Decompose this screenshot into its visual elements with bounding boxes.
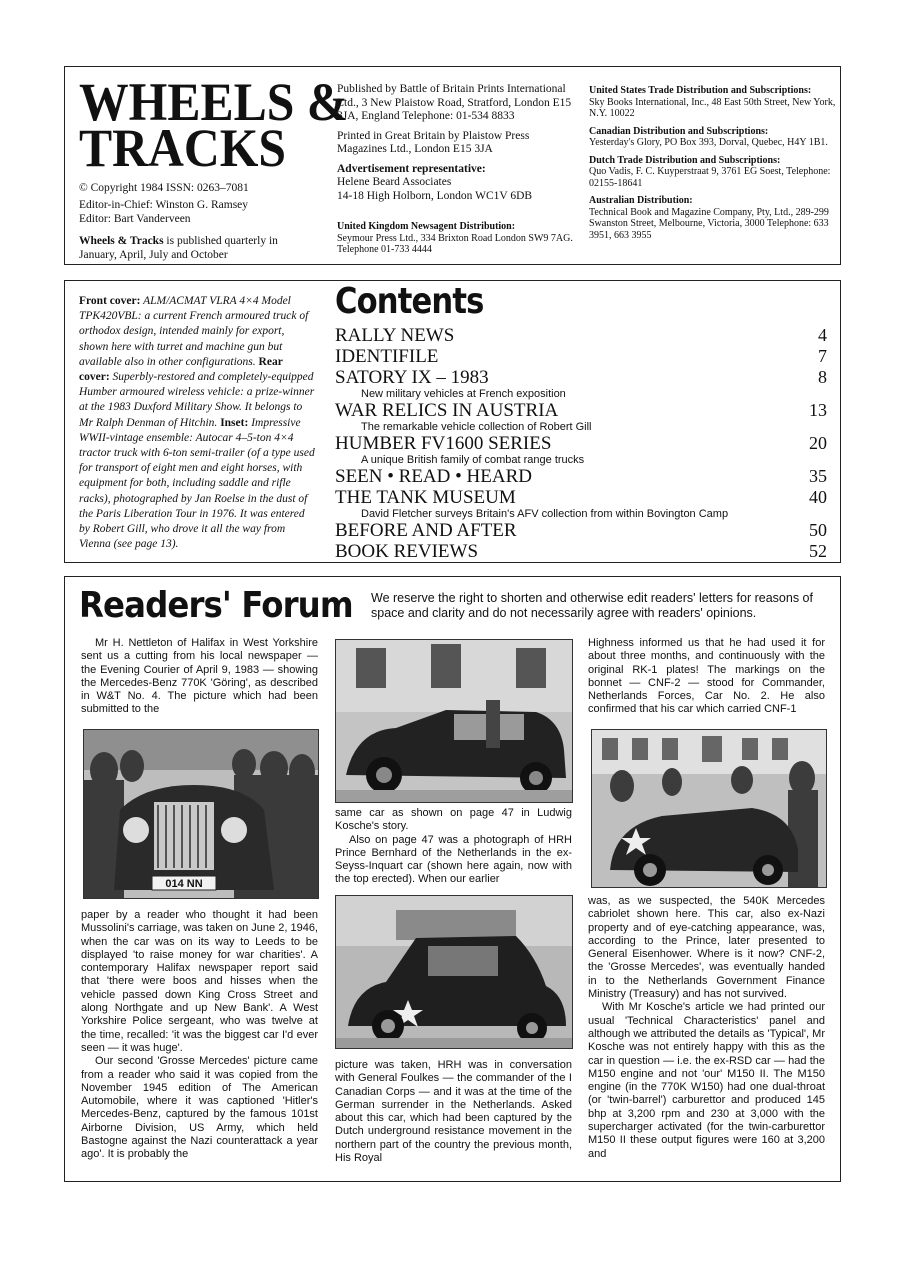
contents-item-subtitle: The remarkable vehicle collection of Robert Gill <box>361 421 592 433</box>
publisher-info <box>337 83 577 262</box>
forum-paragraph: paper by a reader who thought it had been Mussolini's carriage, was taken on June 2, 1946, when the car was on its way to Leeds to be displayed 'to raise money for war charities'. A contemporary Halifax newspaper report said that 'there were boos and hisses when the vehicle passed down King Cross Street and along Northgate and up New Bank'. A West Yorkshire Police sergeant, who was twelve at the time, recalled: 'it was the biggest car I'd ever seen — it was huge'. <box>81 909 318 1054</box>
contents-item-subtitle: David Fletcher surveys Britain's AFV collection from within Bovington Camp <box>361 508 729 520</box>
forum-column-2-bottom <box>335 1059 572 1165</box>
contents-item-page: 40 <box>809 487 827 507</box>
licence-plate: 014 NN <box>165 878 203 890</box>
us-distribution <box>589 85 837 120</box>
contents-item <box>335 433 827 466</box>
us-heading: United States Trade Distribution and Subscriptions: <box>589 85 812 96</box>
forum-paragraph: same car as shown on page 47 in Ludwig Kosche's story. <box>335 807 572 833</box>
masthead <box>64 66 841 265</box>
forum-paragraph: was, as we suspected, the 540K Mercedes cabriolet shown here. This car, also ex-Nazi property and of eye-catching appearance, was, according to the Prince, later presented to General Eisenhower. Where is it now? CNF-2, the 'Grosse Mercedes', was eventually handed in to the Netherlands Government Finance Ministry (Treasury) and has not survived. <box>588 895 825 1001</box>
forum-column-3-bottom <box>588 895 825 1161</box>
nl-text: Quo Vadis, F. C. Kuyperstraat 9, 3761 EG Soest, Telephone: 02155-18641 <box>589 166 831 189</box>
contents-list <box>335 325 827 562</box>
photo-540k-cabriolet <box>591 729 827 888</box>
soldiers-car-illustration <box>592 730 826 887</box>
publisher: Published by Battle of Britain Prints International Ltd., 3 New Plaistow Road, Stratford, London E15 3JA, England Telephone: 01-534 8833 <box>337 83 572 122</box>
rear-cover-text: Superbly-restored and completely-equipped Humber armoured wireless vehicle: a prize-winner at the 1983 Duxford Military Show. It belongs to Mr Ralph Denman of Hitchin. <box>79 371 315 429</box>
contents-item-title: SEEN • READ • HEARD <box>335 466 532 487</box>
forum-column-3-top <box>588 637 825 717</box>
contents-panel <box>64 280 841 563</box>
contents-item <box>335 466 827 487</box>
forum-intro: We reserve the right to shorten and otherwise edit readers' letters for reasons of space and clarity and do not necessarily agree with readers' opinions. <box>371 591 813 620</box>
editor-in-chief: Editor-in-Chief: Winston G. Ramsey <box>79 199 249 211</box>
australian-distribution <box>589 195 837 241</box>
forum-column-2-top <box>335 807 572 887</box>
logo-line-2: TRACKS <box>79 118 287 178</box>
advertisement-info <box>337 163 577 204</box>
publication-schedule-text: is published quarterly in January, April, July and October <box>79 235 278 261</box>
forum-paragraph: With Mr Kosche's article we had printed our usual 'Technical Characteristics' panel and although we attributed the details as 'Typical', Mr Kosche was not entirely happy with this as the car in question — i.e. the ex-RSD car — had the M150 engine and not 'our' M150 II. The M150 engine (in the 770K W150) had one dual-throat (or 'twin-barrel') carburettor and produced 145 bhp at 3,200 rpm and 230 at 3,000 with the supercharger activated (for the twin-carburettor M150 II these output figures were 160 at 3,200 and <box>588 1001 825 1160</box>
publication-brand: Wheels & Tracks <box>79 235 164 247</box>
inset-text: Impressive WWII-vintage ensemble: Autocar 4–5-ton 4×4 tractor truck with 6-ton semi-trailer (of a type used for transport of eight men and eight horses, with equipment for both, including saddle and rifle racks), photographed by Jan Roelse in the dust of the Paris Liberation Tour in 1976. It was entered by Robert Gill, who drove it all the way from Vienna (see page 13). <box>79 416 315 551</box>
au-text: Technical Book and Magazine Company, Pty, Ltd., 289-299 Swanston Street, Melbourne, Victoria, 3000 Telephone: 633 3951, 663 3955 <box>589 206 829 241</box>
advert-line-2: 14-18 High Holborn, London WC1V 6DB <box>337 189 533 202</box>
contents-item <box>335 367 827 400</box>
readers-forum <box>64 576 841 1182</box>
forum-paragraph: Our second 'Grosse Mercedes' picture came from a reader who said it was copied from the November 1945 edition of The American Automobile, where it was captioned 'Hitler's Mercedes-Benz, captured by the famous 101st Airborne Division, US Army, which held Bastogne against the Nazi counterattack a year ago'. It is probably the <box>81 1055 318 1161</box>
contents-item-page: 8 <box>818 367 827 387</box>
photo-seyss-inquart-car <box>335 895 573 1049</box>
contents-item-page: 4 <box>818 325 827 345</box>
editorial-info <box>79 181 309 268</box>
uk-distribution <box>337 221 577 256</box>
rear-cover-label: Rear cover: <box>79 355 283 384</box>
convertible-car-illustration <box>336 896 572 1048</box>
front-cover-text: ALM/ACMAT VLRA 4×4 Model TPK420VBL: a current French armoured truck of orthodox design, intended mainly for export, shown here with turret and machine gun but available also in other configurations. <box>79 295 309 368</box>
forum-paragraph: Also on page 47 was a photograph of HRH Prince Bernhard of the Netherlands in the ex-Seyss-Inquart car (shown here again, now with the top erected). When our earlier <box>335 833 572 886</box>
contents-item-title: RALLY NEWS <box>335 325 455 346</box>
contents-item-page: 50 <box>809 520 827 540</box>
ca-heading: Canadian Distribution and Subscriptions: <box>589 125 769 137</box>
contents-item <box>335 487 827 520</box>
contents-item <box>335 541 827 562</box>
distribution-info <box>589 85 837 247</box>
contents-item <box>335 346 827 367</box>
forum-column-1-top <box>81 637 318 717</box>
ca-text: Yesterday's Glory, PO Box 393, Dorval, Quebec, H4Y 1B1. <box>589 137 828 148</box>
contents-item-page: 35 <box>809 466 827 486</box>
magazine-logo <box>79 72 349 178</box>
forum-title: Readers' Forum <box>79 585 353 626</box>
us-text: Sky Books International, Inc., 48 East 50th Street, New York, N.Y. 10022 <box>589 96 836 119</box>
contents-item-title: BEFORE AND AFTER <box>335 520 517 541</box>
copyright: © Copyright 1984 ISSN: 0263–7081 <box>79 182 249 194</box>
au-heading: Australian Distribution: <box>589 195 693 206</box>
photo-hitler-mercedes <box>335 639 573 803</box>
contents-item <box>335 520 827 541</box>
contents-item-subtitle: New military vehicles at French exposition <box>361 388 566 400</box>
crowd-car-illustration <box>84 730 318 898</box>
canada-distribution <box>589 126 837 149</box>
building-car-illustration <box>336 640 572 802</box>
contents-item-page: 7 <box>818 346 827 366</box>
contents-item-page: 52 <box>809 541 827 561</box>
printer: Printed in Great Britain by Plaistow Press Magazines Ltd., London E15 3JA <box>337 129 530 155</box>
forum-paragraph: Highness informed us that he had used it for about three months, and continuously with the original RK-1 plates! The markings on the bonnet — CNF-2 — stood for Commander, Netherlands Forces, Car No. 2. He also confirmed that his car which carried CNF-1 <box>588 637 825 716</box>
contents-item-page: 20 <box>809 433 827 453</box>
contents-item-title: BOOK REVIEWS <box>335 541 479 562</box>
contents-item-title: IDENTIFILE <box>335 346 439 367</box>
advert-heading: Advertisement representative: <box>337 162 486 175</box>
contents-title: Contents <box>335 281 484 322</box>
publication-schedule <box>79 234 309 262</box>
uk-text: Seymour Press Ltd., 334 Brixton Road London SW9 7AG. Telephone 01-733 4444 <box>337 232 573 255</box>
contents-item-title: THE TANK MUSEUM <box>335 487 516 508</box>
inset-label: Inset: <box>220 416 249 429</box>
contents-item-subtitle: A unique British family of combat range trucks <box>361 454 585 466</box>
logo-line-1: WHEELS & <box>79 72 349 132</box>
cover-captions <box>79 294 315 552</box>
contents-item-title: HUMBER FV1600 SERIES <box>335 433 552 454</box>
contents-item-title: SATORY IX – 1983 <box>335 367 489 388</box>
forum-column-1-bottom <box>81 909 318 1162</box>
uk-heading: United Kingdom Newsagent Distribution: <box>337 221 516 232</box>
advert-line-1: Helene Beard Associates <box>337 176 452 188</box>
photo-goring-mercedes <box>83 729 319 899</box>
contents-item <box>335 325 827 346</box>
forum-paragraph: picture was taken, HRH was in conversation with General Foulkes — the commander of the I Canadian Corps — and it was at the time of the German surrender in the Netherlands. Asked about this car, which had been captured by the Dutch underground resistance movement in the northern part of the country the previous month, His Royal <box>335 1059 572 1165</box>
nl-heading: Dutch Trade Distribution and Subscriptions: <box>589 154 781 166</box>
contents-item-page: 13 <box>809 400 827 420</box>
editor: Editor: Bart Vanderveen <box>79 213 191 225</box>
front-cover-label: Front cover: <box>79 295 141 307</box>
forum-paragraph: Mr H. Nettleton of Halifax in West Yorkshire sent us a cutting from his local newspaper — the Evening Courier of April 9, 1983 — showing the Mercedes-Benz 770K 'Göring', as described in W&T No. 4. The picture which had been submitted to the <box>81 637 318 716</box>
dutch-distribution <box>589 155 837 190</box>
contents-item-title: WAR RELICS IN AUSTRIA <box>335 400 559 421</box>
contents-item <box>335 400 827 433</box>
